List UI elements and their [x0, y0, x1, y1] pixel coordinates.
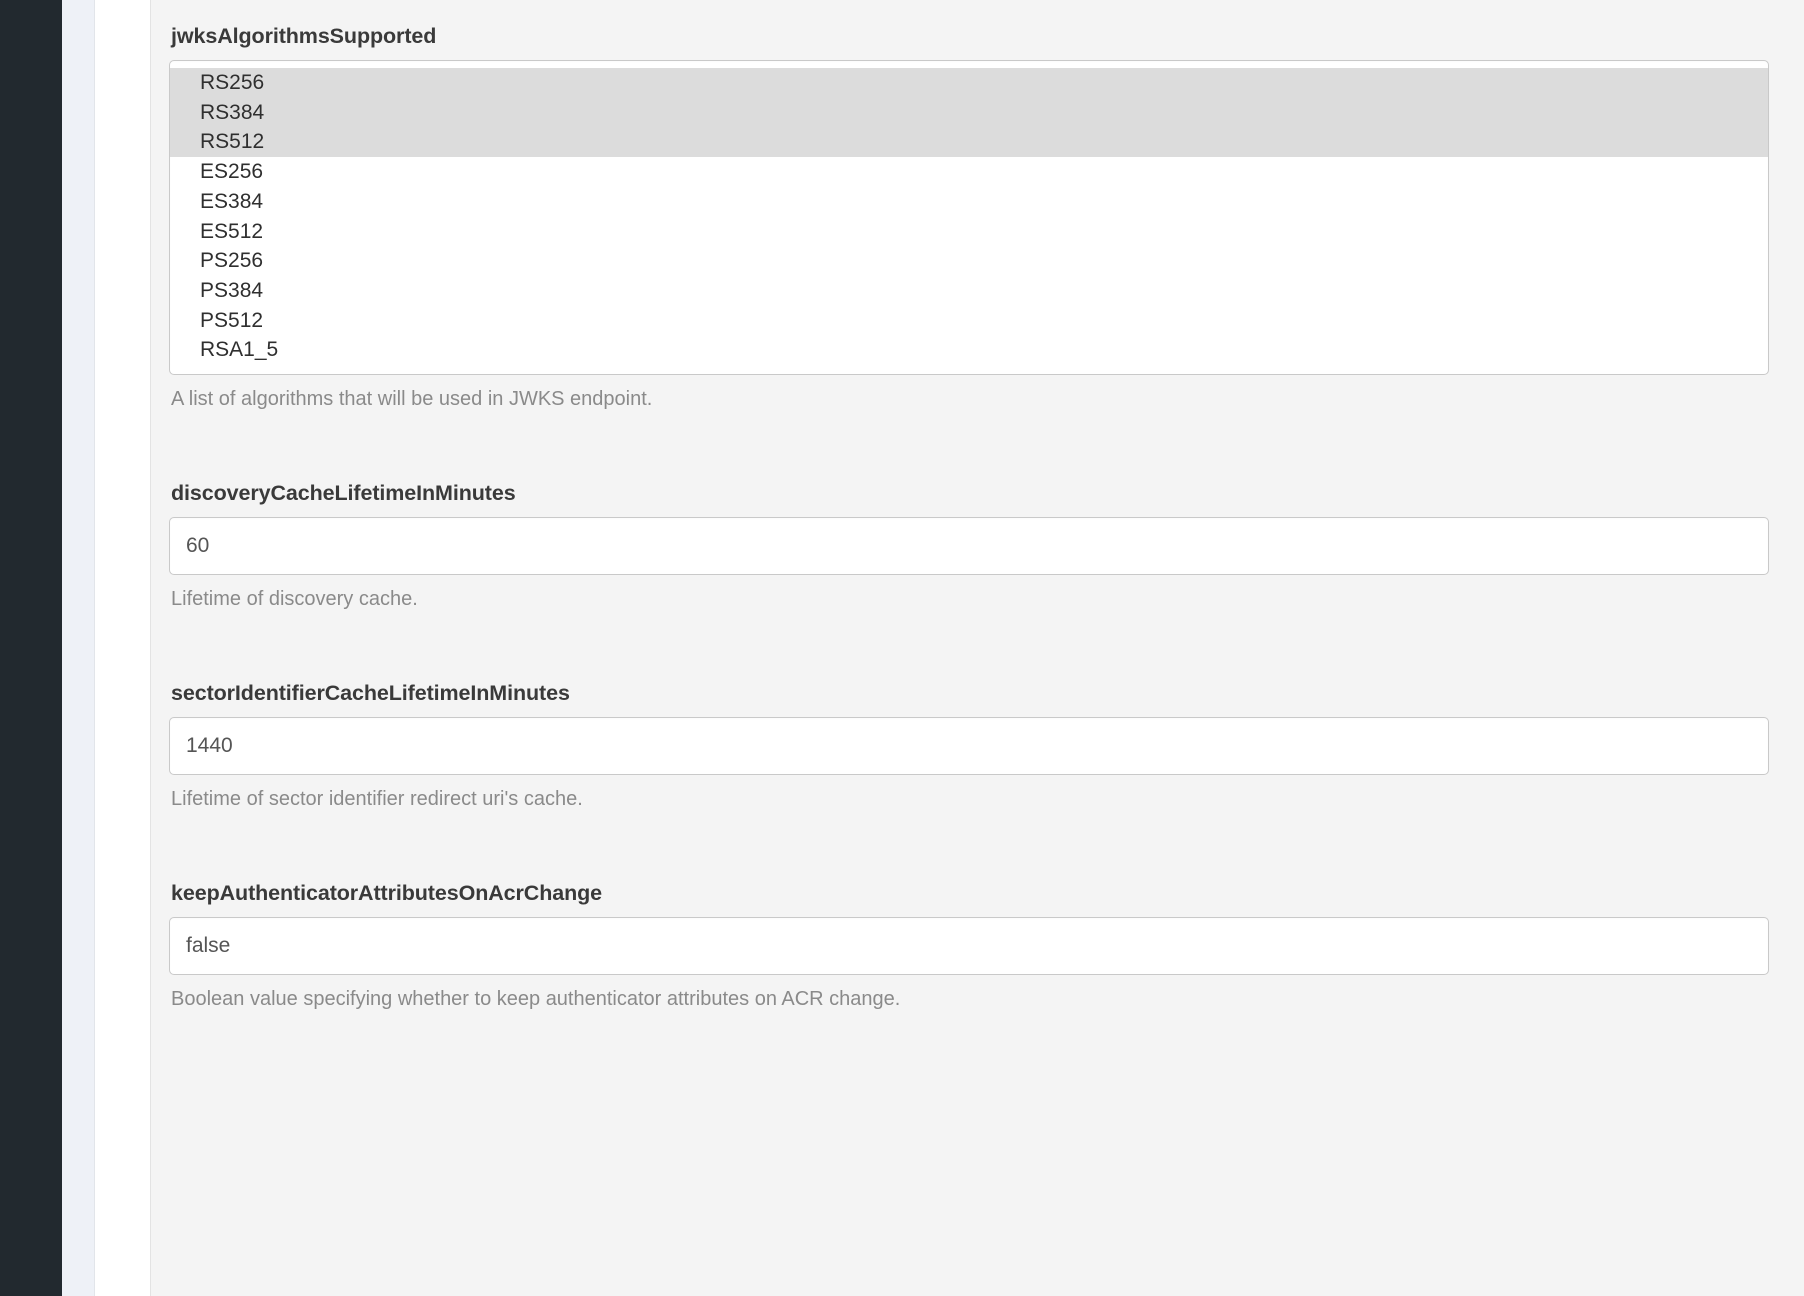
keep-authenticator-attributes-input[interactable]: false — [169, 917, 1769, 975]
jwks-algorithms-supported-multiselect[interactable] — [169, 60, 1769, 375]
field-label-keep-authenticator-attributes-on-acr-change: keepAuthenticatorAttributesOnAcrChange — [171, 881, 603, 906]
field-spacer — [169, 411, 1804, 481]
content-area — [95, 0, 1804, 1296]
list-item[interactable]: ES512 — [200, 219, 264, 243]
list-item[interactable]: ES256 — [200, 160, 264, 184]
list-item[interactable]: PS512 — [200, 308, 264, 332]
list-item[interactable]: PS256 — [200, 249, 264, 273]
field-label-discovery-cache-lifetime-in-minutes: discoveryCacheLifetimeInMinutes — [171, 481, 516, 506]
sidebar-rail — [0, 0, 62, 1296]
settings-form-panel — [150, 0, 1804, 1296]
field-spacer — [169, 811, 1804, 881]
discovery-cache-lifetime-input[interactable]: 60 — [169, 517, 1769, 575]
field-jwks-algorithms-supported — [169, 24, 1804, 411]
field-sector-identifier-cache-lifetime-in-minutes — [169, 681, 1804, 811]
field-spacer — [169, 611, 1804, 681]
field-help-discovery-cache-lifetime-in-minutes: Lifetime of discovery cache. — [171, 588, 418, 611]
list-item[interactable]: ES384 — [200, 189, 264, 213]
list-item[interactable]: RS512 — [170, 127, 1768, 157]
sector-identifier-cache-lifetime-input[interactable]: 1440 — [169, 717, 1769, 775]
sidebar-secondary-gutter — [62, 0, 95, 1296]
list-item[interactable]: RS384 — [170, 98, 1768, 128]
list-item[interactable]: RS256 — [170, 68, 1768, 98]
field-label-jwks-algorithms-supported: jwksAlgorithmsSupported — [171, 24, 437, 48]
field-discovery-cache-lifetime-in-minutes — [169, 481, 1804, 611]
field-help-keep-authenticator-attributes-on-acr-change: Boolean value specifying whether to keep authenticator attributes on ACR change. — [171, 988, 901, 1011]
list-item[interactable]: PS384 — [200, 278, 264, 302]
field-label-sector-identifier-cache-lifetime-in-minutes: sectorIdentifierCacheLifetimeInMinutes — [171, 681, 570, 706]
field-help-sector-identifier-cache-lifetime-in-minutes: Lifetime of sector identifier redirect uri's cache. — [171, 788, 583, 811]
field-keep-authenticator-attributes-on-acr-change — [169, 881, 1804, 1011]
list-item[interactable]: RSA1_5 — [200, 338, 279, 362]
field-help-jwks-algorithms-supported: A list of algorithms that will be used in JWKS endpoint. — [171, 388, 653, 411]
panel-top-spacer — [169, 0, 1804, 24]
